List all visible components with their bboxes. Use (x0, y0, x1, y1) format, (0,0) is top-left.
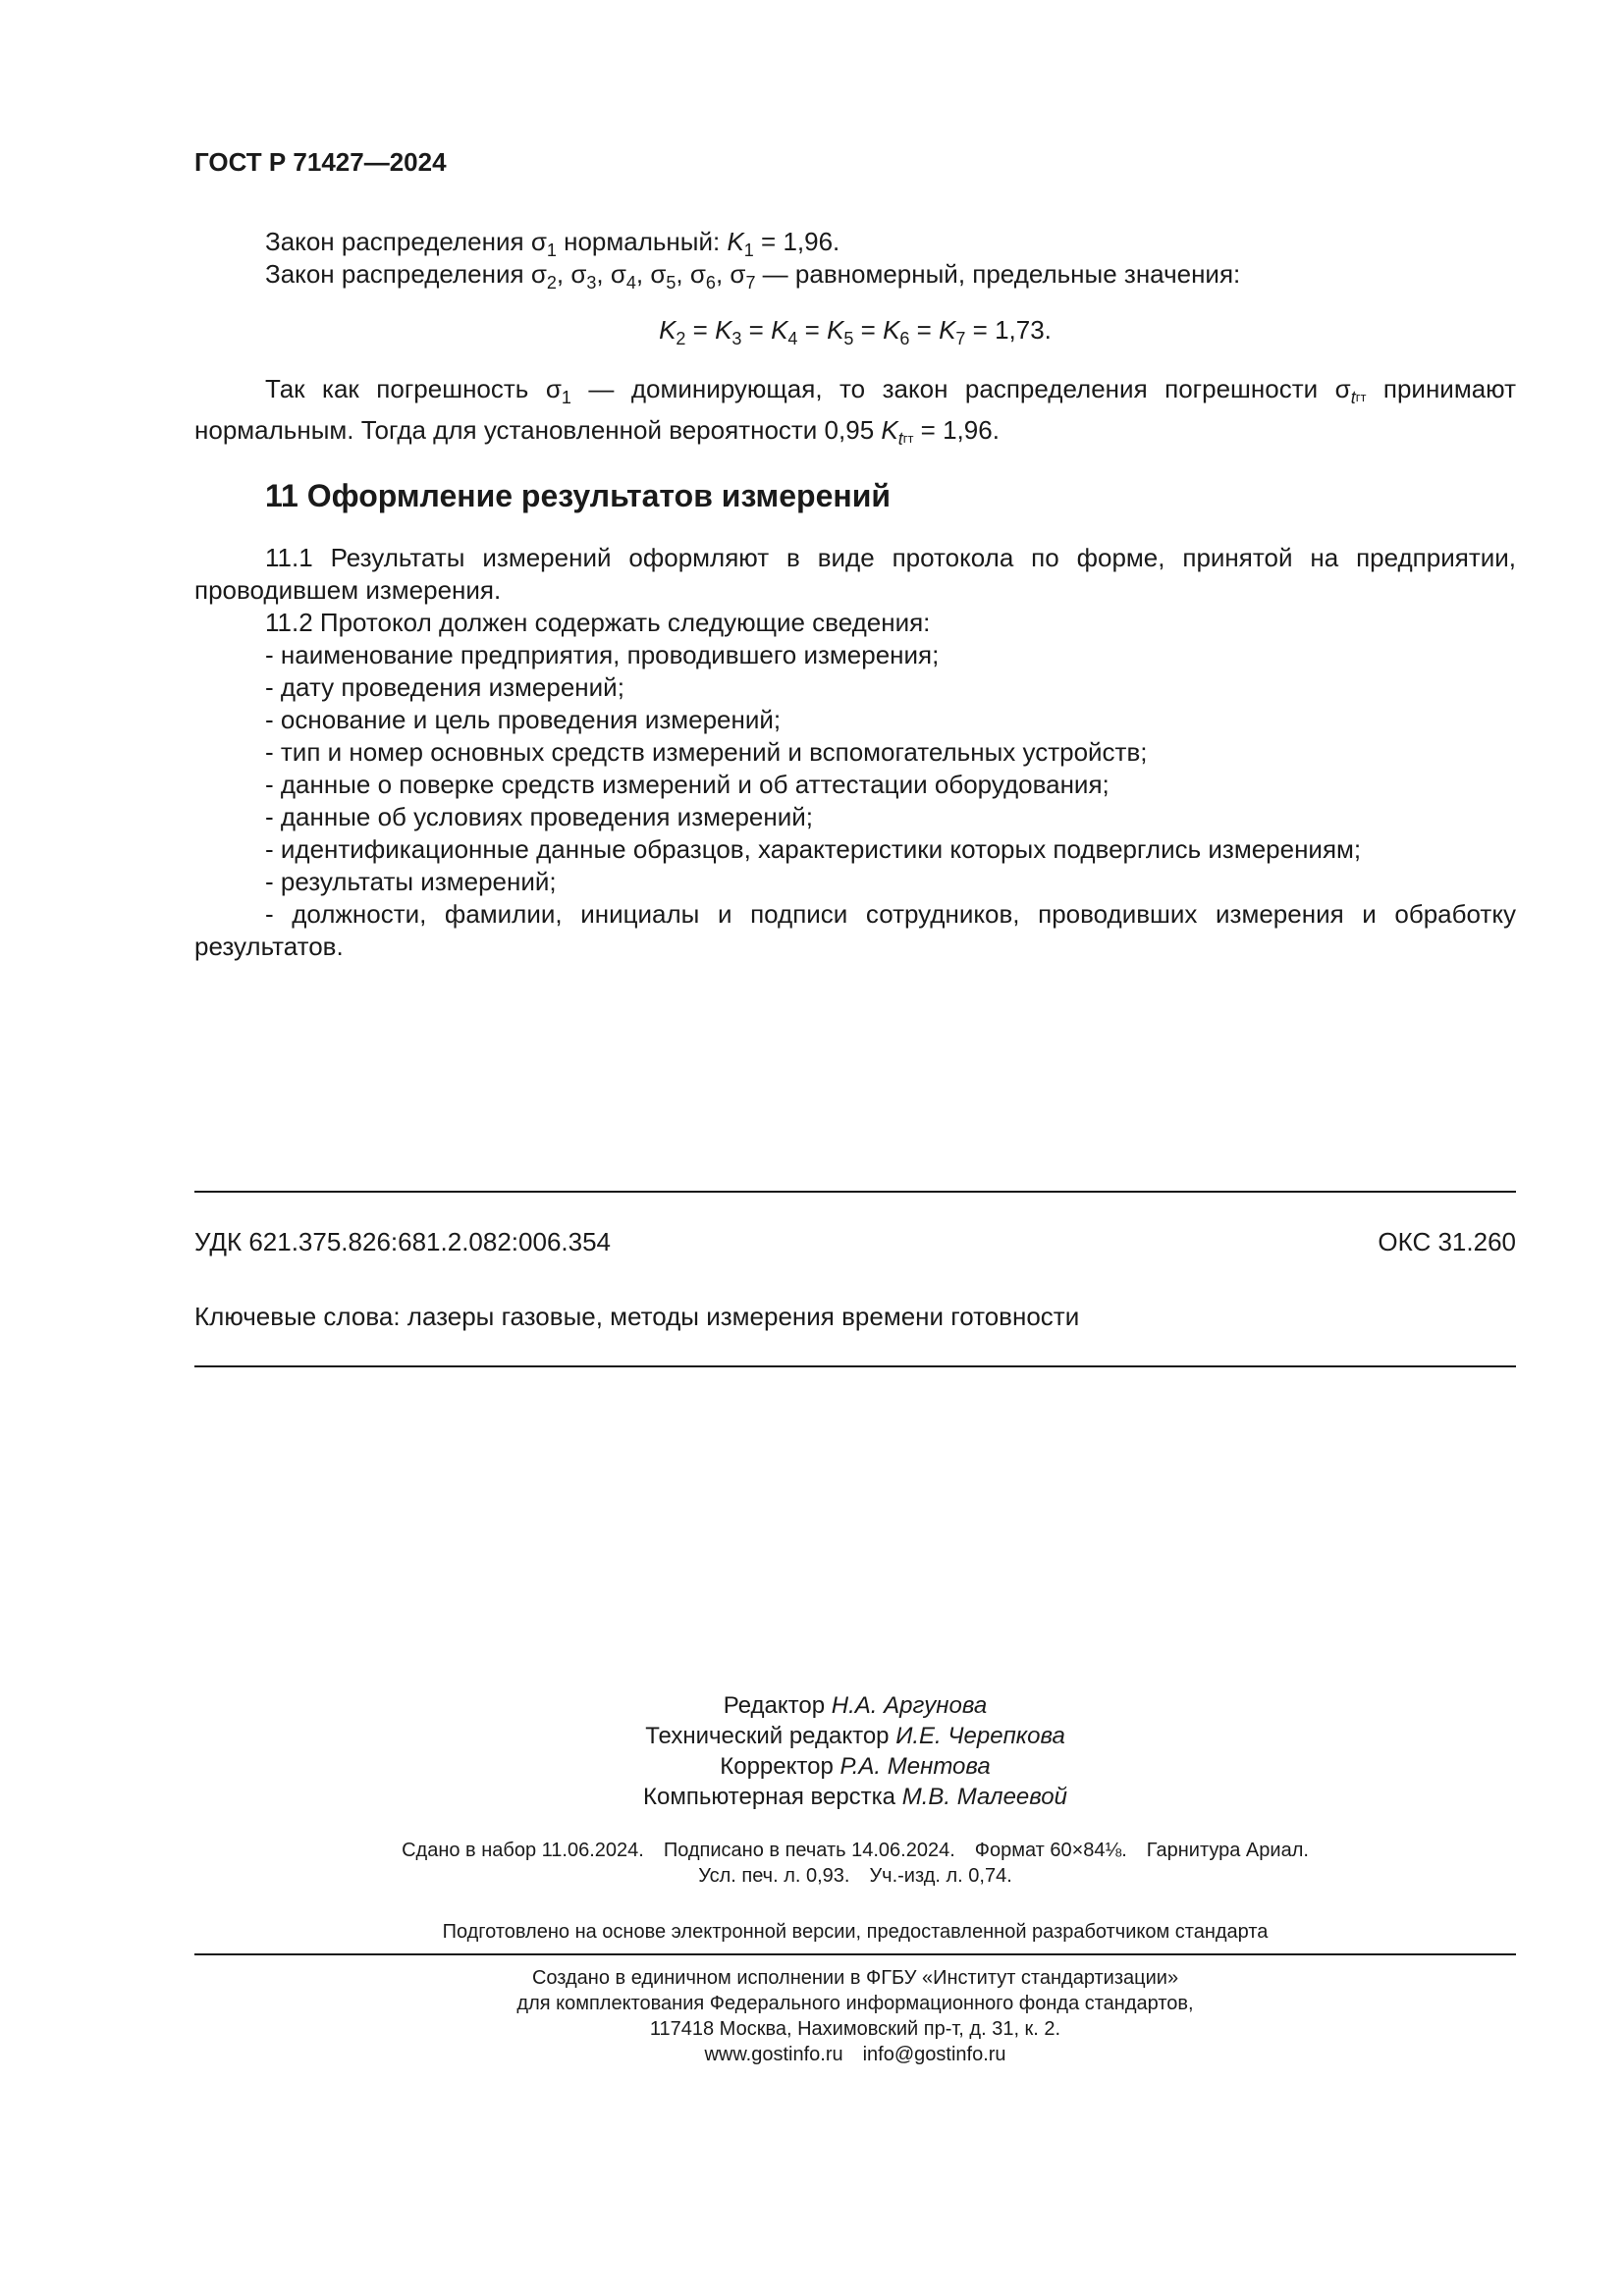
paragraph-11-2: 11.2 Протокол должен содержать следующие сведения: (265, 608, 931, 637)
subscript: 4 (787, 329, 798, 348)
sigma-symbol: σ (689, 259, 706, 289)
subscript: 7 (745, 273, 756, 293)
equals: = (741, 315, 772, 345)
law2-suffix: — равномерный, предельные значения: (755, 259, 1241, 289)
subscript: 5 (666, 273, 677, 293)
dom-text-1: Так как погрешность (265, 374, 546, 403)
subscript-t: t (1350, 388, 1356, 407)
dom-text-4: = 1,96. (913, 415, 1000, 445)
created-line-2: для комплектования Федерального информационного фонда стандартов, (516, 1993, 1194, 2014)
sigma-symbol: σ (610, 259, 626, 289)
k-symbol: K (727, 227, 744, 256)
credits-block (194, 1690, 1516, 1812)
subscript: 2 (546, 273, 557, 293)
credit-name: М.В. Малеевой (901, 1784, 1067, 1810)
credit-label: Корректор (720, 1753, 840, 1780)
imprint-format: Формат 60×84⅛. (974, 1840, 1127, 1861)
law1-prefix: Закон распределения (265, 227, 531, 256)
contacts (194, 2043, 1516, 2067)
credit-name: Р.А. Ментова (839, 1753, 991, 1780)
subscript: 6 (899, 329, 910, 348)
imprint-signed: Подписано в печать 14.06.2024. (663, 1840, 955, 1861)
list-item: - основание и цель проведения измерений; (265, 705, 782, 734)
credit-name: Н.А. Аргунова (831, 1692, 988, 1719)
credit-layout (194, 1782, 1516, 1812)
sigma-symbol: σ (530, 227, 547, 256)
divider (194, 1953, 1516, 1955)
equals: = (853, 315, 884, 345)
website-link[interactable]: www.gostinfo.ru (704, 2044, 843, 2065)
document-id: ГОСТ Р 71427—2024 (194, 147, 447, 177)
list-item: - дату проведения измерений; (265, 672, 624, 702)
subscript: 5 (843, 329, 854, 348)
dominant-error-paragraph (194, 373, 1516, 455)
list-item: - идентификационные данные образцов, характеристики которых подверглись измерениям; (265, 834, 1362, 864)
section-title: 11 Оформление результатов измерений (265, 478, 892, 513)
k-symbol: K (881, 415, 898, 445)
sigma-symbol: σ (545, 374, 562, 403)
subscript: 3 (586, 273, 597, 293)
k-symbol: K (715, 315, 732, 345)
prepared-note: Подготовлено на основе электронной версии, предоставленной разработчиком стандарта (442, 1921, 1269, 1943)
k-symbol: K (771, 315, 788, 345)
k-symbol: K (659, 315, 677, 345)
email-link[interactable]: info@gostinfo.ru (862, 2044, 1006, 2065)
credit-editor (194, 1690, 1516, 1721)
address: 117418 Москва, Нахимовский пр-т, д. 31, к. 2. (649, 2018, 1061, 2040)
list-item: - результаты измерений; (265, 867, 557, 896)
comma: , (676, 259, 690, 289)
list-item: - данные об условиях проведения измерений; (265, 802, 813, 831)
credit-label: Компьютерная верстка (643, 1784, 902, 1810)
sigma-symbol: σ (530, 259, 547, 289)
created-line-1: Создано в единичном исполнении в ФГБУ «Институт стандартизации» (531, 1967, 1179, 1989)
subscript-t: t (897, 429, 903, 449)
comma: , (556, 259, 571, 289)
subscript: 7 (955, 329, 966, 348)
k-equation (194, 314, 1516, 355)
imprint-line-1 (194, 1839, 1516, 1863)
equals: = (909, 315, 940, 345)
credit-corrector (194, 1751, 1516, 1782)
sigma-symbol: σ (650, 259, 667, 289)
law1-middle: нормальный: (556, 227, 728, 256)
credit-label: Редактор (723, 1692, 832, 1719)
list-item: - данные о поверке средств измерений и об аттестации оборудования; (265, 770, 1110, 799)
dom-text-3: принимают нормальным. Тогда для установленной вероятности 0,95 (194, 374, 1516, 445)
list-item: - тип и номер основных средств измерений и вспомогательных устройств; (265, 737, 1148, 767)
k-symbol: K (827, 315, 844, 345)
imprint-line-2 (194, 1864, 1516, 1889)
sigma-symbol: σ (1334, 374, 1351, 403)
paragraph-11-1: 11.1 Результаты измерений оформляют в виде протокола по форме, принятой на предприятии, проводившем измерения. (194, 543, 1516, 605)
subscript: 2 (676, 329, 686, 348)
classification-row (194, 1227, 1516, 1257)
subscript: 1 (546, 240, 557, 260)
subscript-gt: гт (1355, 390, 1367, 404)
comma: , (715, 259, 731, 289)
credit-name: И.Е. Черепкова (895, 1723, 1065, 1749)
equation-result: = 1,73. (965, 315, 1052, 345)
comma: , (596, 259, 611, 289)
equals: = (797, 315, 828, 345)
k-symbol: K (883, 315, 900, 345)
imprint-sheets: Усл. печ. л. 0,93. (698, 1865, 850, 1887)
imprint-typeset: Сдано в набор 11.06.2024. (402, 1840, 644, 1861)
law1-value: = 1,96. (753, 227, 840, 256)
equals: = (685, 315, 716, 345)
divider (194, 1191, 1516, 1193)
divider (194, 1365, 1516, 1367)
list-item: - наименование предприятия, проводившего измерения; (265, 640, 940, 669)
oks-code: ОКС 31.260 (1378, 1227, 1516, 1256)
list-item: - должности, фамилии, инициалы и подписи сотрудников, проводивших измерения и обработку результатов. (194, 899, 1516, 961)
keywords: Ключевые слова: лазеры газовые, методы измерения времени готовности (194, 1302, 1080, 1331)
udk-code: УДК 621.375.826:681.2.082:006.354 (194, 1227, 612, 1256)
imprint-font: Гарнитура Ариал. (1146, 1840, 1309, 1861)
subscript: 1 (561, 388, 571, 407)
comma: , (635, 259, 651, 289)
subscript: 1 (743, 240, 754, 260)
credit-label: Технический редактор (645, 1723, 896, 1749)
credit-tech-editor (194, 1721, 1516, 1751)
subscript: 6 (705, 273, 716, 293)
law-sigma2-7 (194, 258, 1516, 299)
k-symbol: K (939, 315, 956, 345)
subscript-gt: гт (902, 431, 914, 446)
law2-prefix: Закон распределения (265, 259, 531, 289)
sigma-symbol: σ (730, 259, 746, 289)
imprint-edsheets: Уч.-изд. л. 0,74. (869, 1865, 1012, 1887)
dom-text-2: — доминирующая, то закон распределения погрешности (570, 374, 1335, 403)
subscript: 3 (731, 329, 742, 348)
subscript: 4 (625, 273, 636, 293)
sigma-symbol: σ (570, 259, 587, 289)
